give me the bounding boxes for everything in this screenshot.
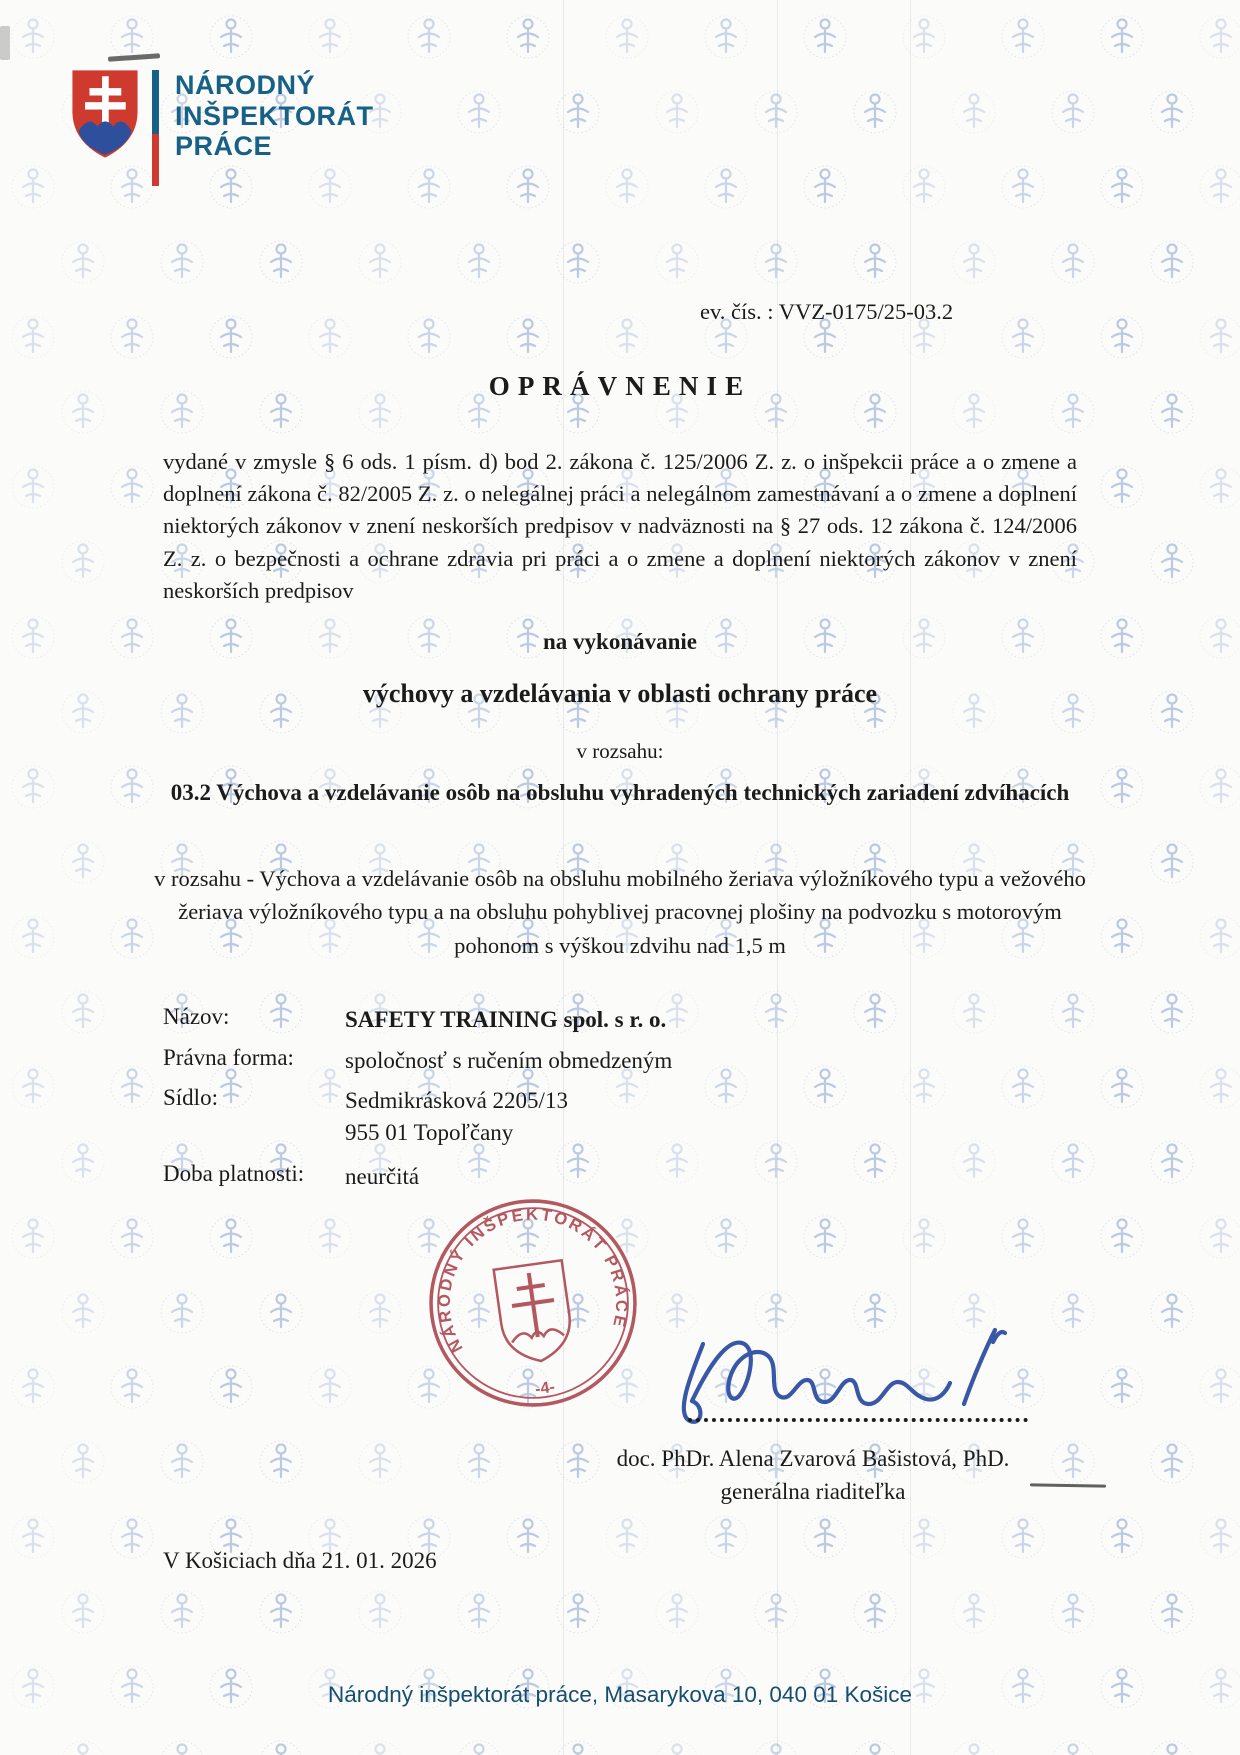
signatory-name: doc. PhDr. Alena Zvarová Bašistová, PhD.	[616, 1446, 1010, 1471]
org-name-line3: PRÁCE	[175, 131, 273, 161]
scope-heading: 03.2 Výchova a vzdelávanie osôb na obsluhu vyhradených technických zariadení zdvíhacích	[170, 780, 1070, 805]
org-logo	[68, 64, 374, 186]
field-value-line2: 955 01 Topoľčany	[345, 1120, 514, 1146]
scope-detail: v rozsahu - Výchova a vzdelávanie osôb na obsluhu mobilného žeriava výložníkového typu a vežového žeriava výložníkového typu a na obsluhu pohyblivej pracovnej plošiny na podvozku s motorovým pohonom s výškou zdvihu nad 1,5 m	[154, 866, 1086, 958]
scope-label: v rozsahu:	[576, 739, 664, 763]
scan-artifact	[1030, 1483, 1106, 1487]
signature-dotted-line	[688, 1418, 1028, 1422]
field-label: Názov:	[163, 1004, 230, 1029]
slovak-coat-of-arms-icon	[68, 64, 142, 164]
field-label: Právna forma:	[163, 1044, 294, 1070]
footer-address: Národný inšpektorát práce, Masarykova 10, 040 01 Košice	[327, 1682, 913, 1707]
stamp-number: -4-	[533, 1377, 556, 1399]
field-value: neurčitá	[345, 1163, 420, 1189]
reference-number: ev. čís. : VVZ-0175/25-03.2	[700, 299, 954, 324]
document-title: OPRÁVNENIE	[488, 371, 752, 401]
field-value-line1: Sedmikrásková 2205/13	[345, 1088, 568, 1114]
scan-crease	[563, 0, 564, 1755]
field-label: Doba platnosti:	[163, 1160, 305, 1186]
company-fields	[163, 1004, 923, 1202]
official-stamp-icon	[410, 1180, 656, 1426]
signatory-role: generálna riaditeľka	[720, 1479, 906, 1504]
org-name-line2: INŠPEKTORÁT	[175, 100, 374, 131]
purpose-lead: na vykonávanie	[542, 629, 697, 654]
field-value: spoločnosť s ručením obmedzeným	[345, 1047, 673, 1073]
field-pravna-forma	[163, 1045, 923, 1077]
field-sidlo	[163, 1085, 923, 1148]
field-nazov	[163, 1004, 923, 1036]
field-label: Sídlo:	[163, 1085, 218, 1111]
purpose-heading: výchovy a vzdelávania v oblasti ochrany práce	[362, 679, 878, 708]
scan-artifact	[0, 26, 10, 60]
scan-artifact	[108, 53, 160, 62]
place-and-date: V Košiciach dňa 21. 01. 2026	[163, 1548, 437, 1573]
scan-crease	[777, 0, 778, 1755]
signature-icon	[648, 1322, 1048, 1440]
field-value: SAFETY TRAINING spol. s r. o.	[345, 1007, 667, 1032]
field-doba-platnosti	[163, 1161, 923, 1193]
org-name	[175, 70, 374, 186]
scan-crease	[910, 0, 911, 1755]
logo-divider-bar	[152, 70, 159, 186]
org-name-line1: NÁRODNÝ	[175, 70, 316, 100]
stamp-ring-text: NÁRODNÝ INŠPEKTORÁT PRÁCE	[434, 1204, 632, 1356]
field-value	[345, 1085, 568, 1148]
intro-paragraph: vydané v zmysle § 6 ods. 1 písm. d) bod 2. zákona č. 125/2006 Z. z. o inšpekcii práce a o zmene a doplnení zákona č. 82/2005 Z. z. o nelegálnej práci a nelegálnom zamestnávaní a o zmene a doplnení niektorých zákonov v znení neskorších predpisov v nadväznosti na § 27 ods. 12 zákona č. 124/2006 Z. z. o bezpečnosti a ochrane zdravia pri práci a o zmene a doplnení niektorých zákonov v znení neskorších predpisov	[163, 449, 1077, 603]
